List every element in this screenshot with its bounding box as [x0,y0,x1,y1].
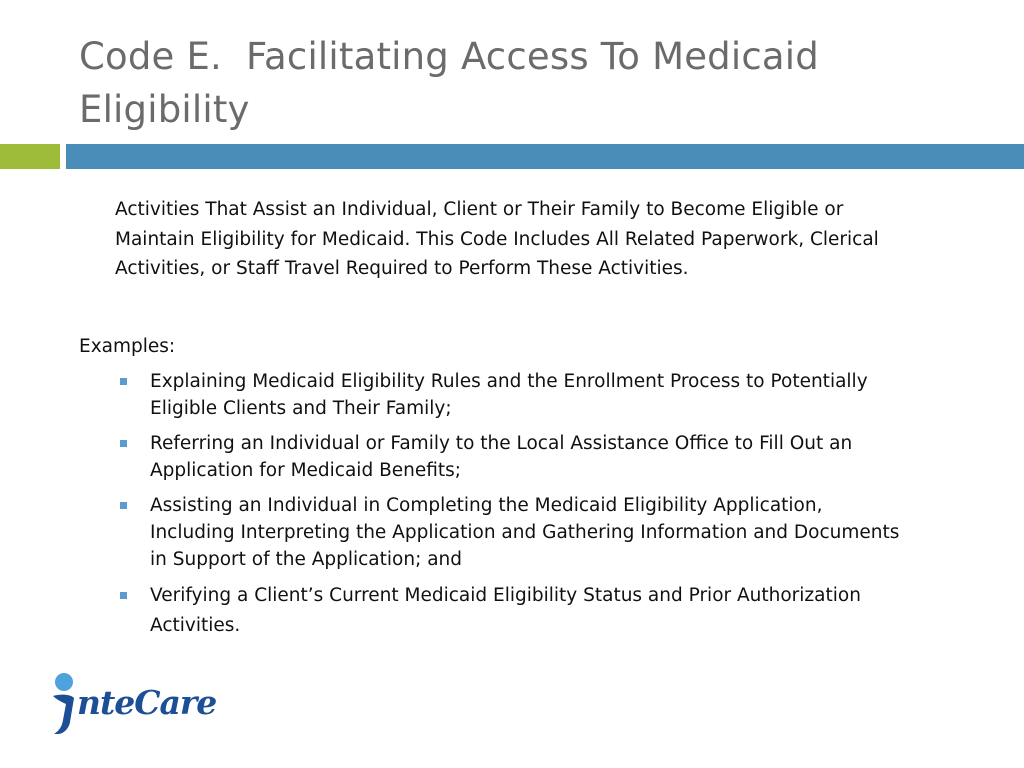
examples-label: Examples: [79,336,176,357]
accent-bar-blue [66,144,1024,169]
list-item-line: Activities. [150,615,241,636]
list-item [118,430,998,492]
intro-paragraph [115,195,995,284]
square-bullet-icon [120,592,127,599]
title-line-1: Code E. Facilitating Access To Medicaid [79,35,819,78]
accent-bar-green [0,144,60,169]
square-bullet-icon [120,378,127,385]
list-item-line: Including Interpreting the Application and Gathering Information and Documents [150,522,900,543]
title-line-2: Eligibility [79,88,250,131]
intecare-logo [50,672,217,738]
square-bullet-icon [120,440,127,447]
list-item-line: Application for Medicaid Benefits; [150,460,462,481]
list-item-line: Assisting an Individual in Completing the Medicaid Eligibility Application, [150,495,823,516]
list-item [118,492,998,582]
logo-wordmark: nteCare [77,683,217,722]
examples-list [118,368,998,644]
list-item-line: Eligible Clients and Their Family; [150,398,452,419]
list-item-line: Referring an Individual or Family to the Local Assistance Office to Fill Out an [150,433,853,454]
square-bullet-icon [120,502,127,509]
intro-line: Activities That Assist an Individual, Client or Their Family to Become Eligible or [115,199,844,220]
list-item-line: in Support of the Application; and [150,549,462,570]
intro-line: Activities, or Staff Travel Required to Perform These Activities. [115,258,689,279]
slide-title [79,30,979,136]
list-item [118,582,998,644]
intro-line: Maintain Eligibility for Medicaid. This Code Includes All Related Paperwork, Clerical [115,228,879,250]
list-item [118,368,998,430]
list-item-line: Explaining Medicaid Eligibility Rules and the Enrollment Process to Potentially [150,371,868,392]
list-item-line: Verifying a Client’s Current Medicaid Eligibility Status and Prior Authorization [150,585,861,606]
